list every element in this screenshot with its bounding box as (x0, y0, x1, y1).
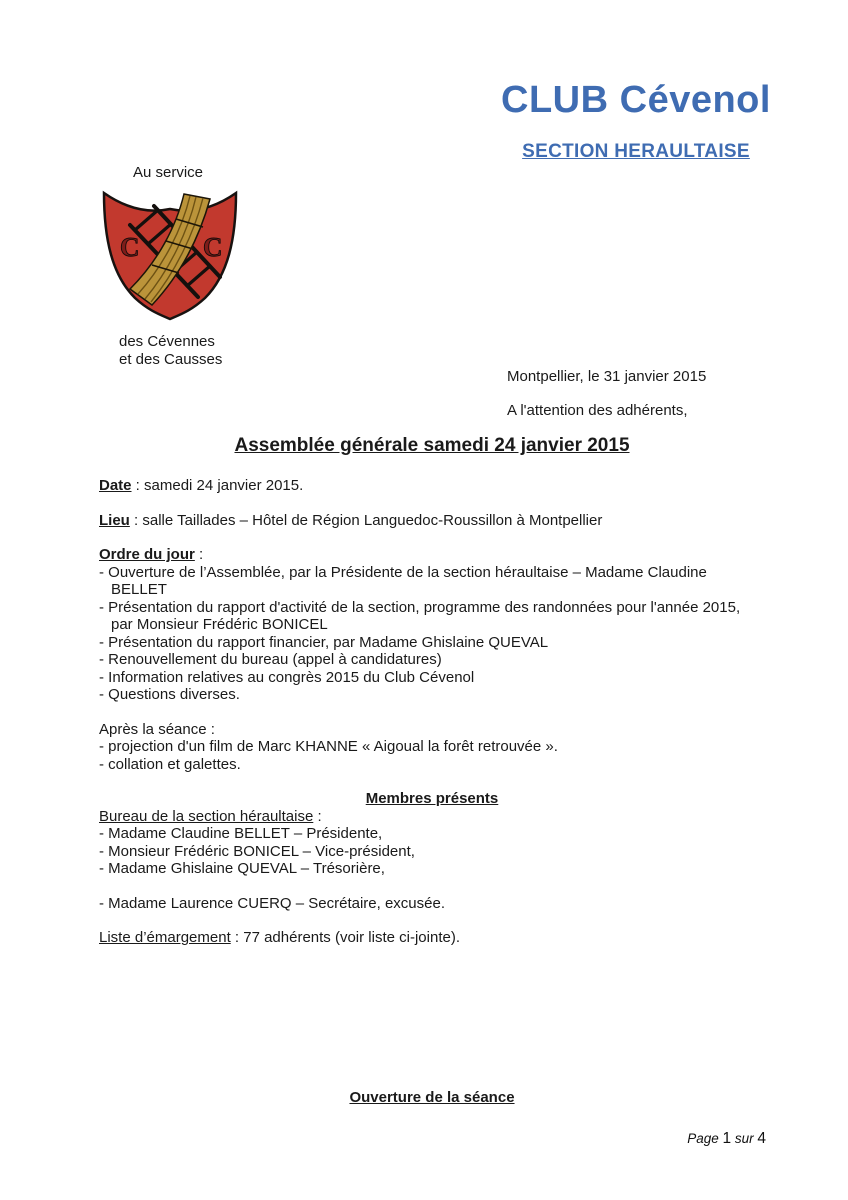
bureau-colon: : (313, 807, 322, 825)
page-footer (687, 1130, 766, 1148)
date-label: Date (99, 477, 132, 494)
logo-caption-bottom (119, 333, 260, 369)
logo-caption-line1: des Cévennes (119, 333, 215, 350)
club-title: CLUB Cévenol (501, 79, 771, 121)
location-line (99, 512, 765, 530)
bureau-member: - Monsieur Frédéric BONICEL – Vice-président, (99, 842, 415, 860)
agenda-item: - Présentation du rapport d'activité de la section, programme des randonnées pour l'année 2015, par Monsieur Frédéric BONICEL (99, 598, 741, 633)
bureau-member: - Madame Ghislaine QUEVAL – Trésorière, (99, 860, 385, 877)
shield-letter-right: C (203, 232, 223, 262)
club-shield-icon (100, 189, 240, 321)
agenda-item: - Information relatives au congrès 2015 du Club Cévenol (99, 668, 475, 686)
shield-letter-left: C (120, 232, 140, 262)
after-session-item: - collation et galettes. (99, 755, 241, 773)
page-of-word: sur (731, 1131, 758, 1146)
bottom-section-heading: Ouverture de la séance (349, 1089, 515, 1106)
after-session-item: - projection d'un film de Marc KHANNE « Aigoual la forêt retrouvée ». (99, 738, 558, 755)
place-date-line: Montpellier, le 31 janvier 2015 (507, 368, 707, 385)
club-logo-block (100, 164, 260, 369)
location-label: Lieu (99, 511, 130, 529)
document-title: Assemblée générale samedi 24 janvier 2015 (234, 435, 630, 456)
agenda-item: - Présentation du rapport financier, par Madame Ghislaine QUEVAL (99, 633, 549, 651)
logo-caption-top: Au service (133, 164, 204, 181)
attendance-line (99, 929, 765, 947)
bureau-member: - Madame Claudine BELLET – Présidente, (99, 825, 383, 842)
agenda-colon: : (194, 546, 204, 563)
agenda-item: - Ouverture de l’Assemblée, par la Présidente de la section héraultaise – Madame Claudine BELLET (99, 563, 707, 598)
agenda-item: - Questions diverses. (99, 686, 240, 703)
attendance-value: : 77 adhérents (voir liste ci-jointe). (230, 929, 460, 946)
members-heading: Membres présents (365, 790, 499, 807)
attention-line: A l'attention des adhérents, (507, 402, 688, 419)
club-masthead (440, 78, 832, 163)
page-total: 4 (757, 1130, 766, 1147)
agenda-item: - Renouvellement du bureau (appel à candidatures) (99, 651, 442, 668)
page-number: 1 (722, 1130, 732, 1147)
document-body (99, 477, 765, 947)
club-subtitle: SECTION HERAULTAISE (522, 141, 750, 162)
after-session-section (99, 721, 765, 774)
logo-caption-line2: et des Causses (119, 351, 223, 368)
bureau-label: Bureau de la section héraultaise (99, 807, 314, 825)
bureau-heading (99, 808, 765, 826)
page-word: Page (687, 1131, 723, 1146)
attendance-label: Liste d’émargement (99, 929, 231, 946)
agenda-section (99, 546, 765, 704)
bureau-section (99, 808, 765, 878)
after-session-heading: Après la séance : (99, 720, 215, 738)
agenda-label: Ordre du jour (99, 546, 195, 563)
agenda-heading (99, 546, 765, 564)
location-value: : salle Taillades – Hôtel de Région Languedoc-Roussillon à Montpellier (129, 511, 603, 529)
date-value: : samedi 24 janvier 2015. (131, 477, 304, 494)
date-line (99, 477, 765, 495)
excused-member-line: - Madame Laurence CUERQ – Secrétaire, excusée. (99, 894, 445, 912)
